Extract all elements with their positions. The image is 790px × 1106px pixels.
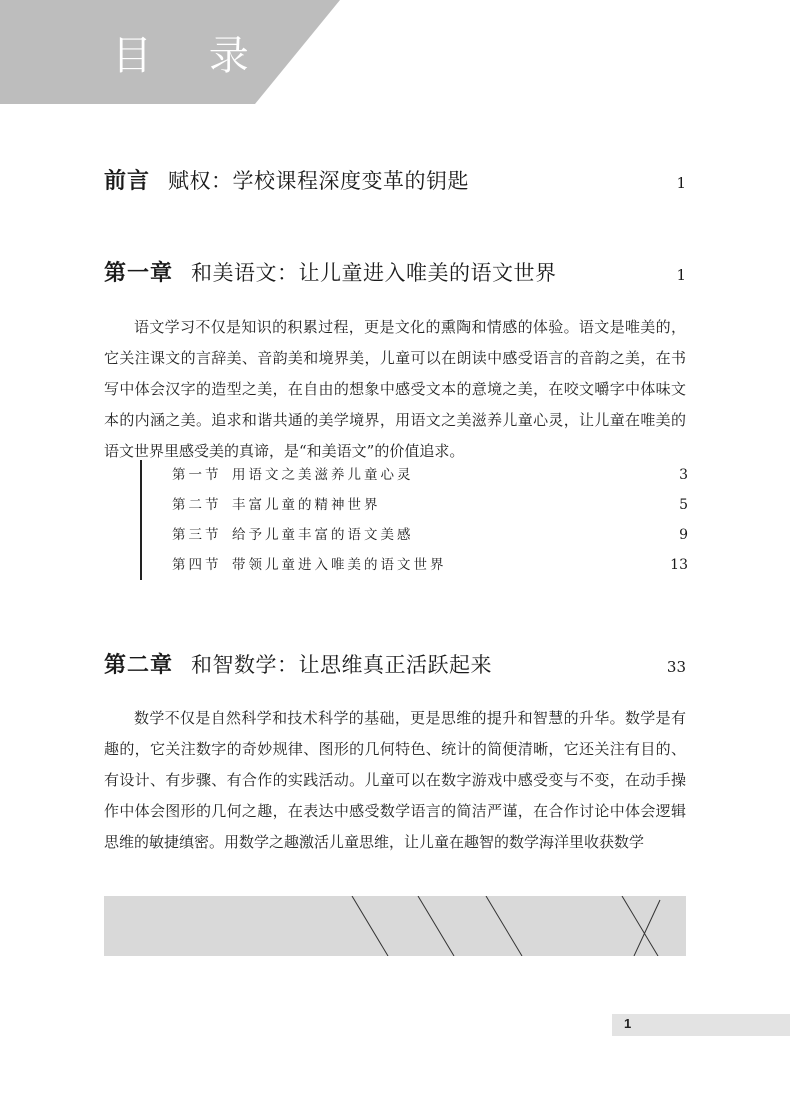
section-entry[interactable]	[142, 490, 688, 520]
section-page: 3	[679, 467, 688, 483]
section-title: 丰富儿童的精神世界	[232, 497, 381, 513]
preface-label: 前言	[104, 169, 151, 194]
page-number: 1	[624, 1016, 632, 1031]
toc-entry-preface[interactable]	[104, 164, 686, 195]
chapter-title: 和美语文：让儿童进入唯美的语文世界	[191, 261, 557, 285]
chapter-1-summary: 语文学习不仅是知识的积累过程，更是文化的熏陶和情感的体验。语文是唯美的，它关注课文的言辞美、音韵美和境界美，儿童可以在朗读中感受语言的音韵之美，在书写中体会汉字的造型之美，在自由的想象中感受文本的意境之美，在咬文嚼字中体味文本的内涵之美。追求和谐共通的美学境界，用语文之美滋养儿童心灵，让儿童在唯美的语文世界里感受美的真谛，是“和美语文”的价值追求。	[104, 318, 686, 460]
section-title: 给予儿童丰富的语文美感	[232, 527, 414, 543]
chapter-title: 和智数学：让思维真正活跃起来	[191, 653, 493, 677]
page-title: 目 录	[112, 33, 271, 79]
preface-title: 赋权：学校课程深度变革的钥匙	[168, 169, 470, 193]
section-number: 第一节	[172, 467, 222, 483]
diagonal-lines-decoration	[104, 896, 686, 956]
section-number: 第三节	[172, 527, 222, 543]
decorative-band	[104, 896, 686, 956]
section-entry[interactable]	[142, 550, 688, 580]
section-number: 第四节	[172, 557, 222, 573]
section-entry[interactable]	[142, 520, 688, 550]
chapter-page: 33	[666, 658, 686, 676]
section-page: 5	[679, 497, 688, 513]
chapter-2-summary: 数学不仅是自然科学和技术科学的基础，更是思维的提升和智慧的升华。数学是有趣的，它关注数字的奇妙规律、图形的几何特色、统计的简便清晰，它还关注有目的、有设计、有步骤、有合作的实践活动。儿童可以在数字游戏中感受变与不变，在动手操作中体会图形的几何之趣，在表达中感受数学语言的简洁严谨，在合作讨论中体会逻辑思维的敏捷缜密。用数学之趣激活儿童思维，让儿童在趣智的数学海洋里收获数学	[104, 709, 686, 851]
section-title: 用语文之美滋养儿童心灵	[232, 467, 414, 483]
toc-entry-chapter-2[interactable]	[104, 648, 686, 679]
section-entry[interactable]	[142, 460, 688, 490]
chapter-1-section-list	[140, 460, 688, 580]
toc-entry-chapter-1[interactable]	[104, 256, 686, 287]
section-page: 9	[679, 527, 688, 543]
chapter-label: 第二章	[104, 653, 174, 678]
section-title: 带领儿童进入唯美的语文世界	[232, 557, 447, 573]
preface-page: 1	[676, 174, 686, 192]
section-number: 第二节	[172, 497, 222, 513]
footer-bar	[612, 1014, 790, 1036]
chapter-page: 1	[676, 266, 686, 284]
chapter-label: 第一章	[104, 261, 174, 286]
section-page: 13	[670, 557, 688, 573]
